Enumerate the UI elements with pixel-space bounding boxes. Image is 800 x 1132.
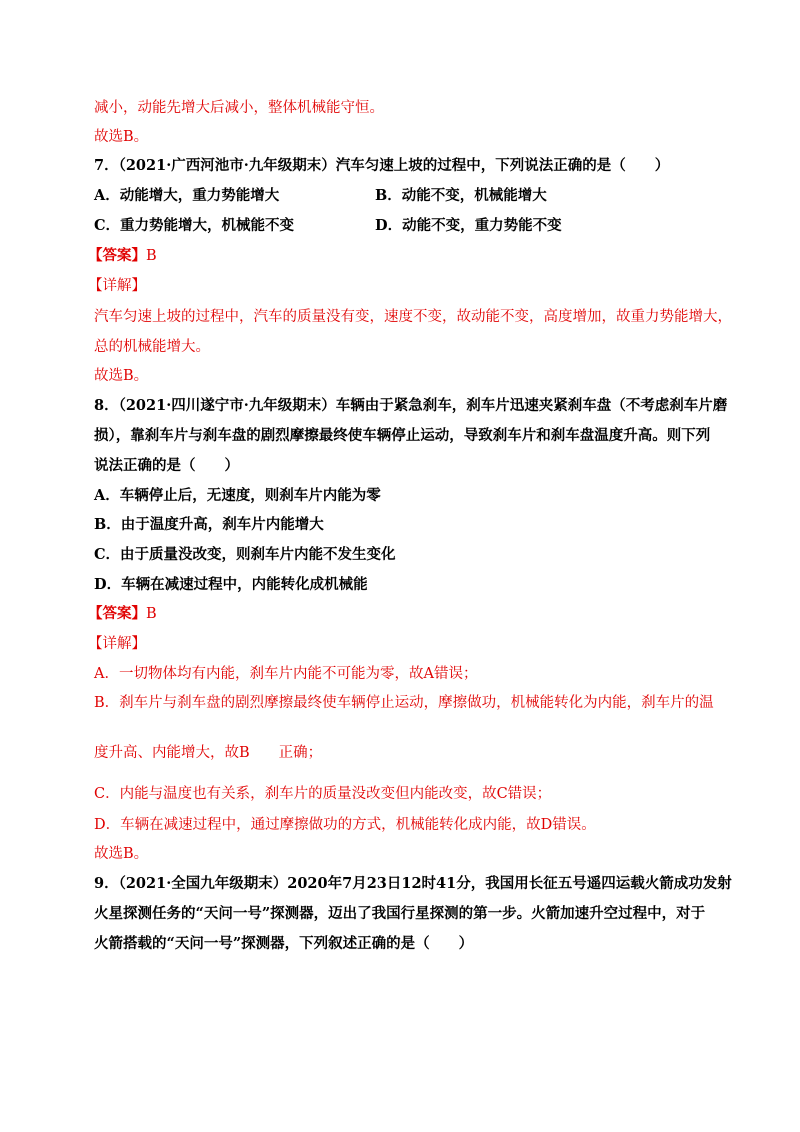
q8-option-c: C．由于质量没改变，则刹车片内能不发生变化: [94, 546, 396, 563]
q7-detail-line-1: 汽车匀速上坡的过程中，汽车的质量没有变，速度不变，故动能不变，高度增加，故重力势能增大，: [94, 309, 732, 325]
q8-option-d: D．车辆在减速过程中，内能转化成机械能: [94, 576, 368, 593]
q7-conclusion: 故选B。: [94, 368, 149, 384]
q8-answer: [88, 604, 157, 624]
prev-conclusion: 故选B。: [94, 129, 149, 145]
q8-detail-line-3: 度升高、内能增大，故B 正确；: [94, 745, 323, 761]
prev-explanation-tail: 减小，动能先增大后减小，整体机械能守恒。: [94, 100, 384, 116]
q9-stem-line-1: 9．（2021·全国九年级期末）2020年7月23日12时41分，我国用长征五号遥四运载火箭成功发射: [94, 875, 732, 892]
q8-detail-line-4: C．内能与温度也有关系，刹车片的质量没改变但内能改变，故C错误；: [94, 786, 552, 802]
answer-value: B: [146, 248, 157, 264]
q8-option-b: B．由于温度升高，刹车片内能增大: [94, 516, 324, 533]
q7-detail-line-2: 总的机械能增大。: [94, 339, 210, 355]
answer-tag: 【答案】: [88, 247, 146, 264]
q9-stem-line-2: 火星探测任务的“天问一号”探测器，迈出了我国行星探测的第一步。火箭加速升空过程中，对于: [94, 905, 706, 922]
q7-option-d: D．动能不变，重力势能不变: [375, 217, 562, 234]
q7-stem: 7．（2021·广西河池市·九年级期末）汽车匀速上坡的过程中，下列说法正确的是（ ）: [94, 157, 670, 174]
answer-tag: 【答案】: [88, 605, 146, 622]
q8-detail-line-2: B．刹车片与刹车盘的剧烈摩擦最终使车辆停止运动，摩擦做功，机械能转化为内能，刹车片的温: [94, 695, 714, 711]
q8-stem-line-3: 说法正确的是（ ）: [94, 457, 239, 474]
q7-option-b: B．动能不变，机械能增大: [375, 187, 547, 204]
q8-conclusion: 故选B。: [94, 846, 149, 862]
q8-detail-tag: 【详解】: [88, 636, 146, 652]
q7-option-c: C．重力势能增大，机械能不变: [94, 217, 295, 234]
q8-detail-line-5: D．车辆在减速过程中，通过摩擦做功的方式，机械能转化成内能，故D错误。: [94, 817, 596, 833]
q7-answer: [88, 246, 157, 266]
answer-value: B: [146, 606, 157, 622]
q7-option-a: A．动能增大，重力势能增大: [94, 187, 280, 204]
q8-stem-line-1: 8．（2021·四川遂宁市·九年级期末）车辆由于紧急刹车，刹车片迅速夹紧刹车盘（不考虑刹车片磨: [94, 397, 728, 414]
q8-option-a: A．车辆停止后，无速度，则刹车片内能为零: [94, 487, 381, 504]
q8-stem-line-2: 损），靠刹车片与刹车盘的剧烈摩擦最终使车辆停止运动，导致刹车片和刹车盘温度升高。则下列: [94, 427, 711, 444]
q7-detail-tag: 【详解】: [88, 278, 146, 294]
q9-stem-line-3: 火箭搭载的“天问一号”探测器，下列叙述正确的是（ ）: [94, 935, 474, 952]
q8-detail-line-1: A．一切物体均有内能，刹车片内能不可能为零，故A错误；: [94, 666, 478, 682]
